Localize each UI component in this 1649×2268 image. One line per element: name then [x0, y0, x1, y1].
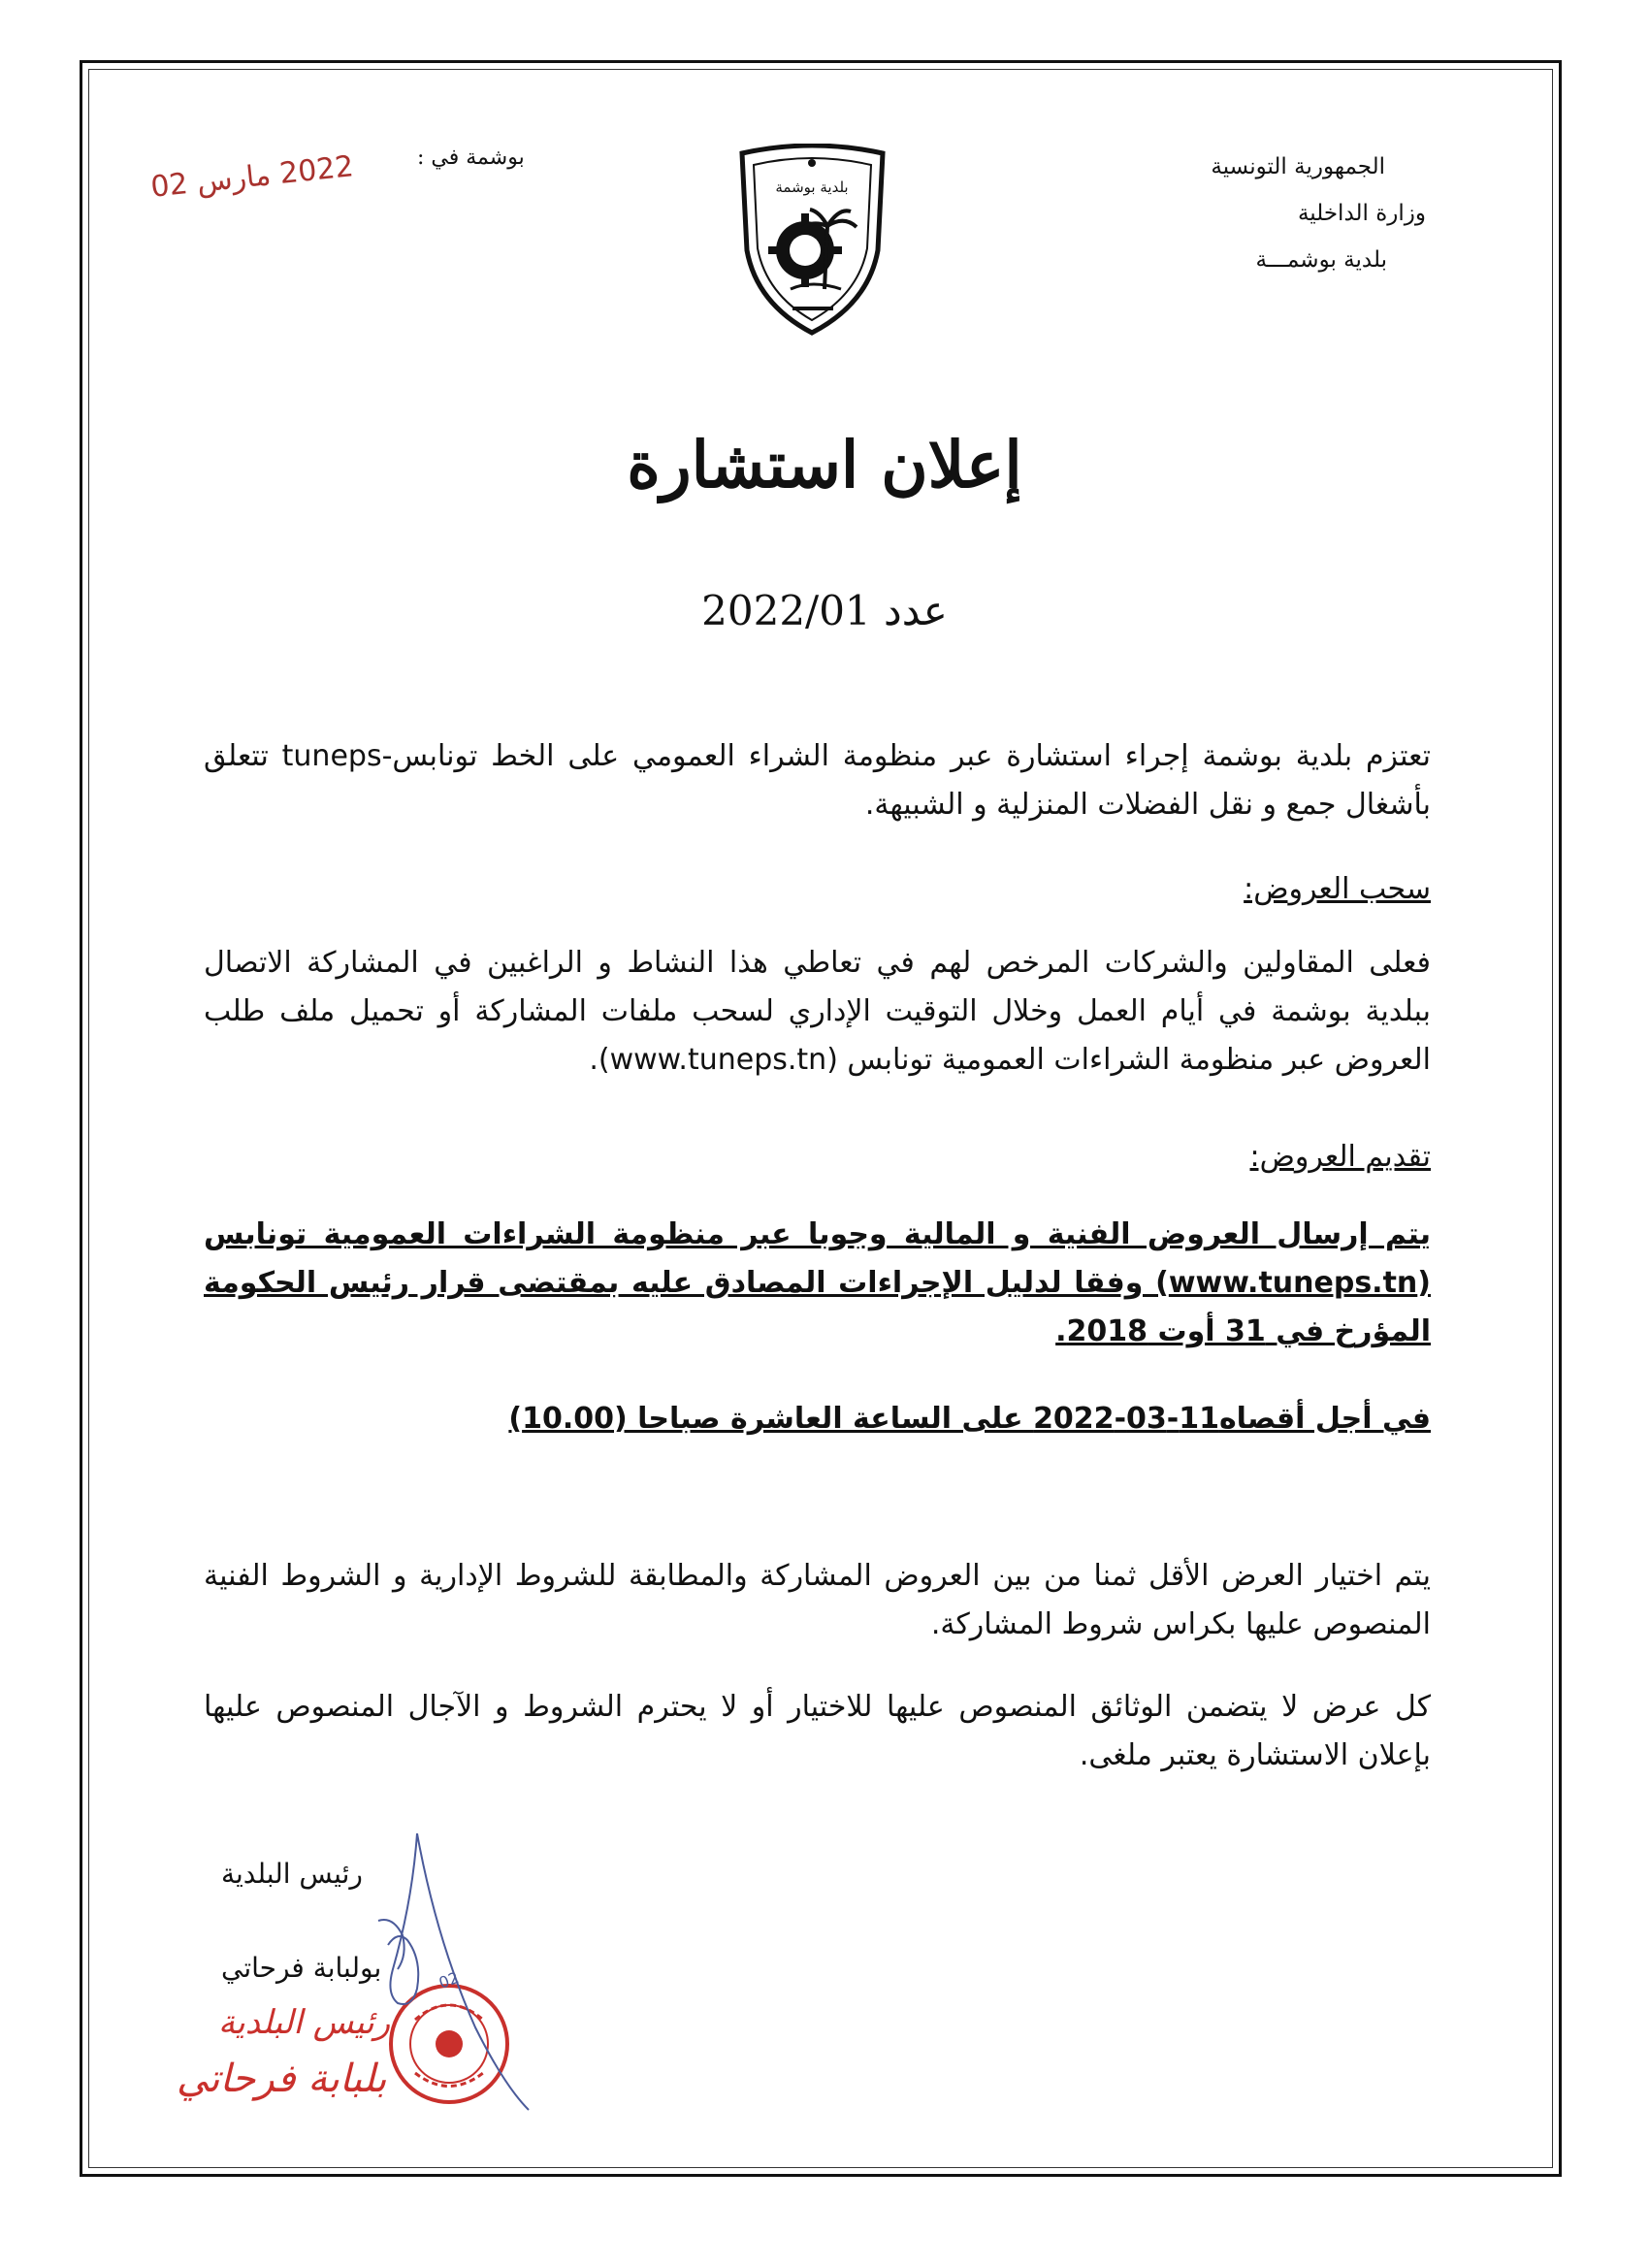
crest-text: بلدية بوشمة [775, 178, 849, 196]
withdraw-paragraph: فعلى المقاولين والشركات المرخص لهم في تعاطي هذا النشاط و الراغبين في المشاركة الاتصال ببلدية بوشمة في أيام العمل وخلال التوقيت الإداري لسحب ملفات المشاركة أو تحميل ملف طلب العروض عبر منظومة الشراءات العمومية تونابس (www.tuneps.tn). [204, 946, 1431, 1077]
announcement-number: عدد 2022/01 [701, 587, 948, 634]
intro-paragraph: تعتزم بلدية بوشمة إجراء استشارة عبر منظومة الشراء العمومي على الخط تونابس-tuneps تتعلق بأشغال جمع و نقل الفضلات المنزلية و الشبيهة. [204, 739, 1431, 822]
withdraw-heading: سحب العروض: [1244, 872, 1431, 906]
date-stamp: 2022 مارس 02 [148, 149, 356, 205]
ministry-label: وزارة الداخلية [1297, 201, 1426, 226]
page-title: إعلان استشارة [627, 427, 1022, 502]
signatory-title: رئيس البلدية [221, 1858, 363, 1890]
municipality-label: بلدية بوشمـــة [1255, 247, 1387, 273]
page-border-inner [88, 69, 1553, 2168]
deadline-paragraph: في أجل أقصاه11-03-2022 على الساعة العاشرة صباحا (10.00) [508, 1402, 1431, 1436]
place-date-label: بوشمة في : [417, 146, 525, 170]
stamp-title: رئيس البلدية [218, 2003, 391, 2042]
letterhead [1211, 144, 1426, 283]
submit-paragraph: يتم إرسال العروض الفنية و المالية وجوبا عبر منظومة الشراءات العمومية تونابس (www.tuneps.tn) وفقا لدليل الإجراءات المصادق عليه بمقتضى قرار رئيس الحكومة المؤرخ في 31 أوت 2018. [204, 1217, 1431, 1348]
selection-paragraph: يتم اختيار العرض الأقل ثمنا من بين العروض المشاركة والمطابقة للشروط الإدارية و الشروط الفنية المنصوص عليها بكراس شروط المشاركة. [204, 1559, 1431, 1641]
municipality-crest-icon [732, 144, 892, 338]
handwritten-signature-icon [359, 1824, 563, 2115]
republic-label: الجمهورية التونسية [1211, 154, 1385, 179]
submit-heading: تقديم العروض: [1249, 1140, 1431, 1174]
signatory-name: بولبابة فرحاتي [221, 1952, 382, 1984]
stamp-name: بلبابة فرحاتي [177, 2057, 387, 2101]
rejection-paragraph: كل عرض لا يتضمن الوثائق المنصوص عليها للاختيار أو لا يحترم الشروط و الآجال المنصوص عليها بإعلان الاستشارة يعتبر ملغى. [204, 1690, 1431, 1772]
svg-text:02: 02 [436, 1967, 462, 1993]
